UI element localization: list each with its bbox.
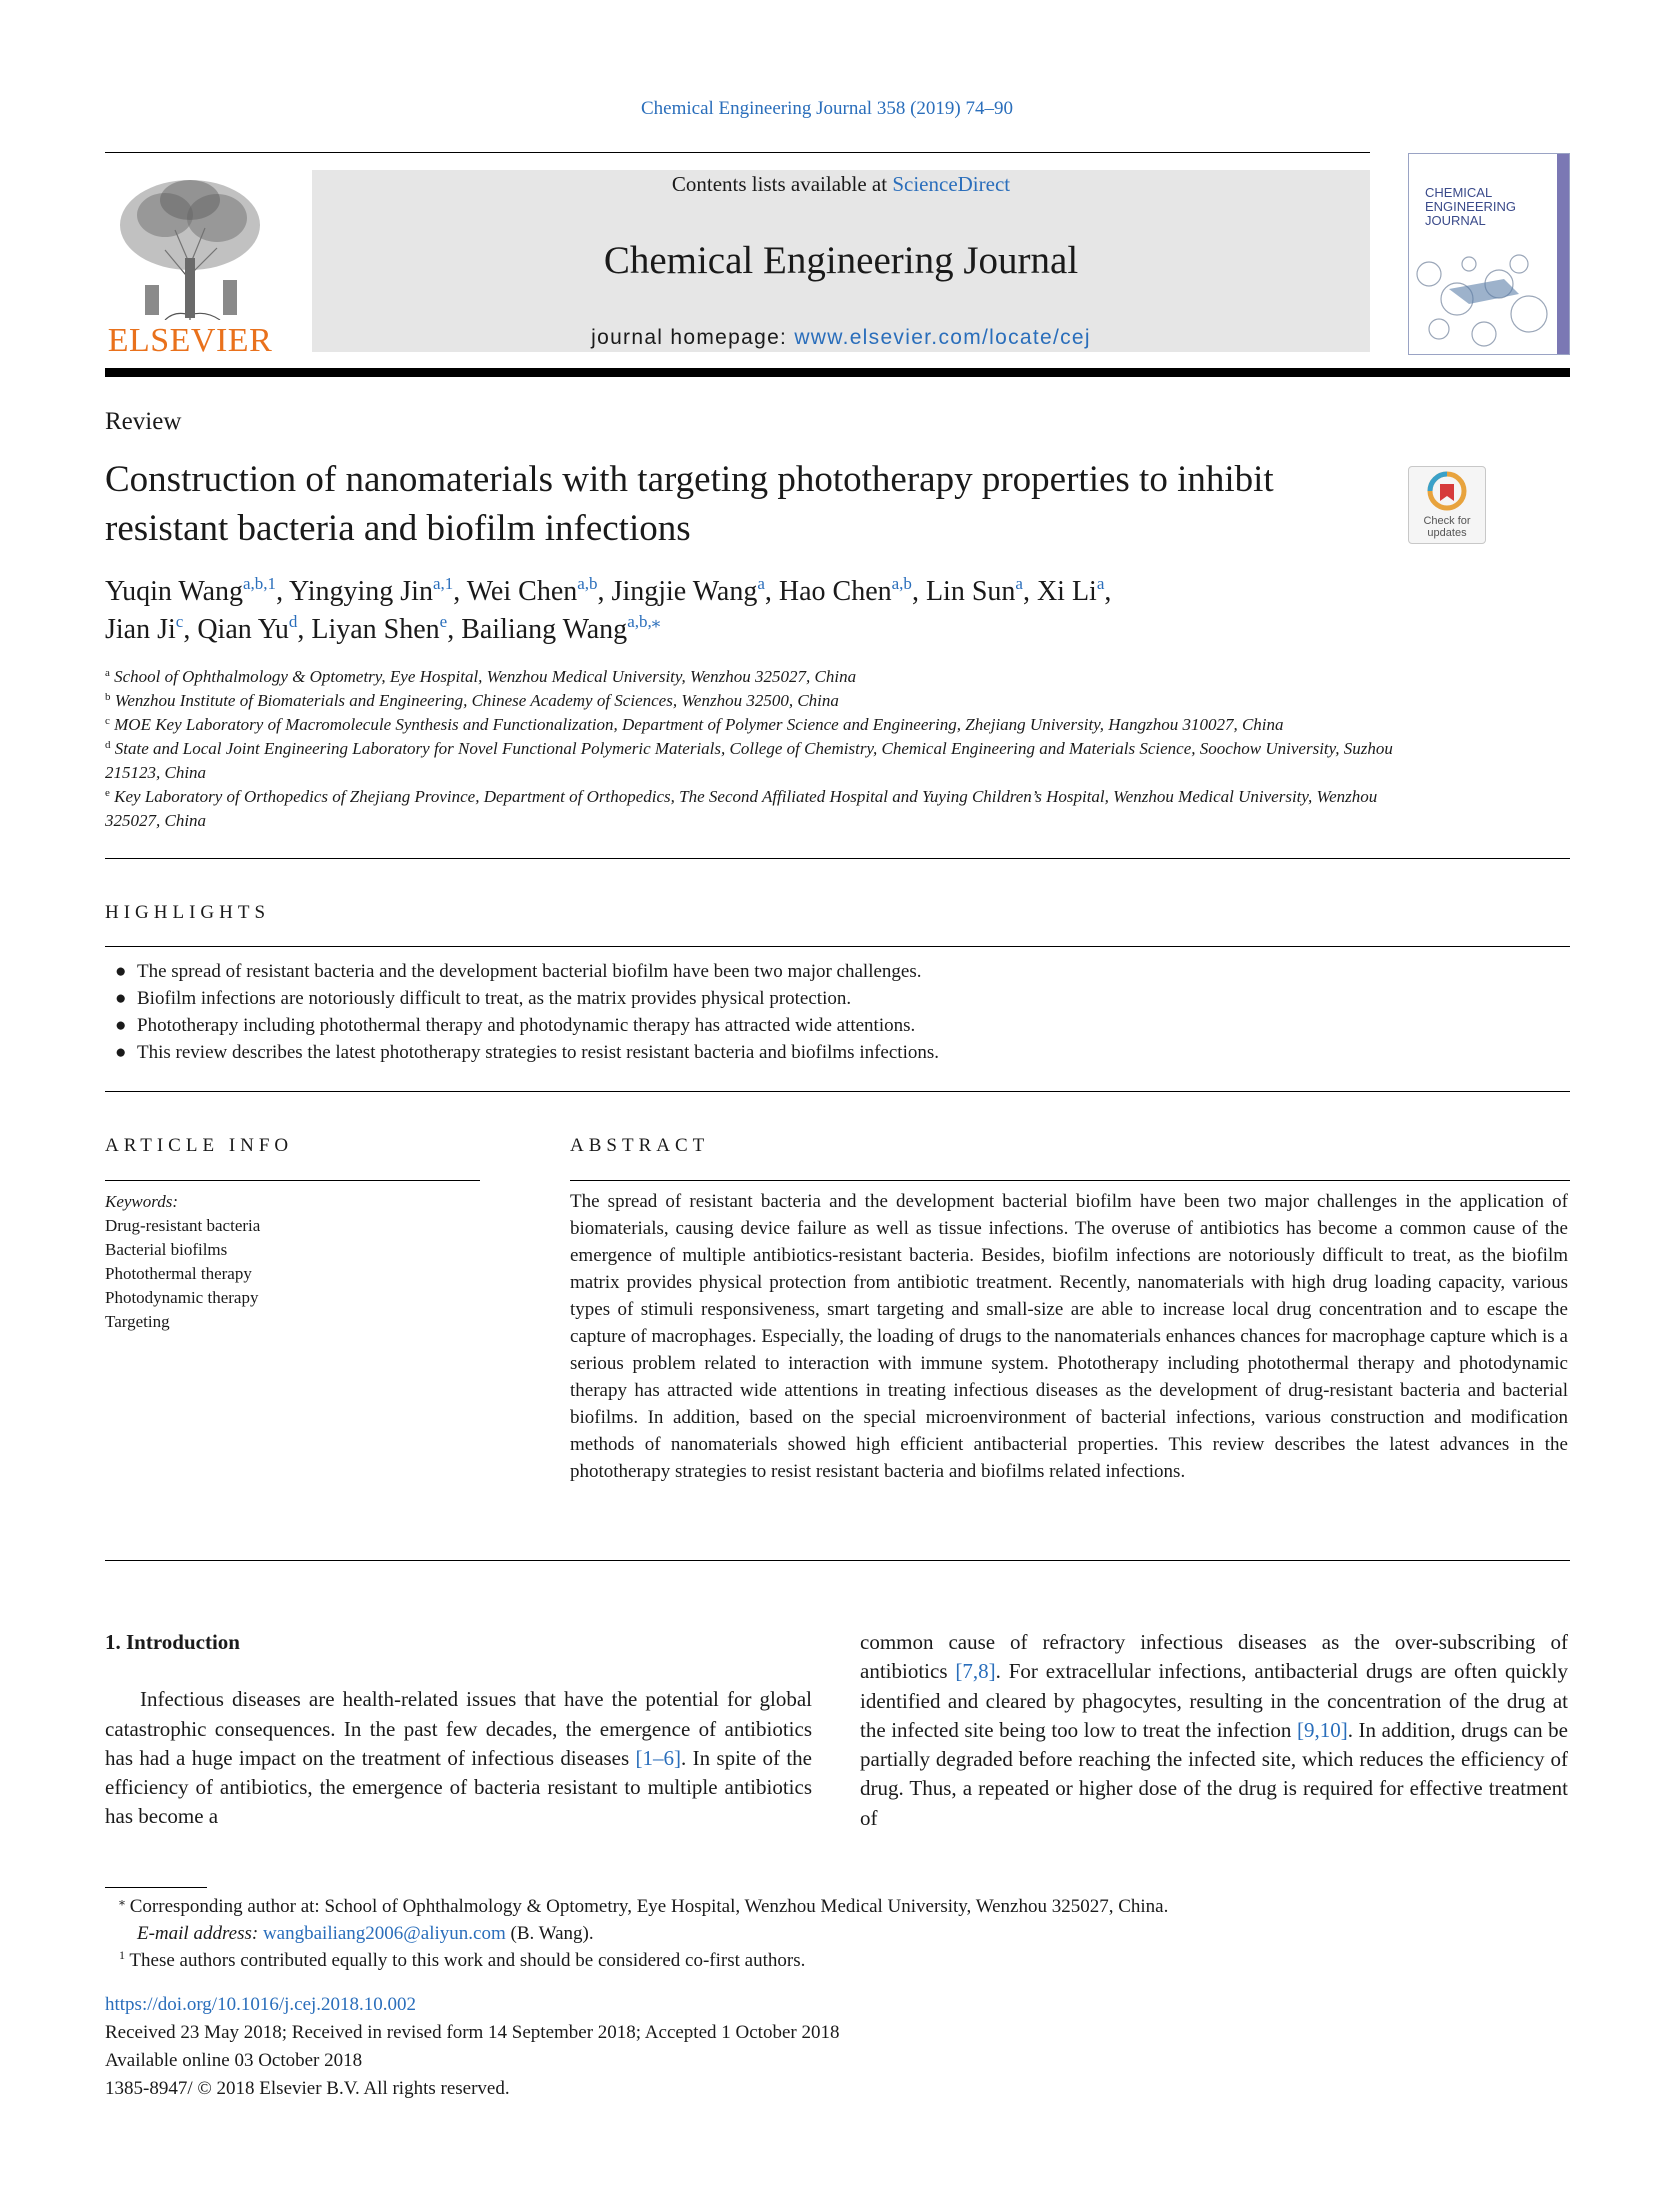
bullet-icon: ● bbox=[115, 1015, 127, 1036]
check-updates-icon bbox=[1409, 467, 1485, 515]
cover-artwork bbox=[1409, 244, 1557, 354]
author-sep: , bbox=[276, 576, 290, 607]
contents-prefix: Contents lists available at bbox=[671, 172, 893, 196]
author-sep: , bbox=[1104, 576, 1112, 607]
journal-cover-thumbnail[interactable] bbox=[1408, 153, 1570, 355]
author-name: Jian Ji bbox=[105, 614, 176, 645]
highlight-item bbox=[105, 1012, 1570, 1039]
author[interactable] bbox=[779, 576, 926, 607]
author[interactable] bbox=[467, 576, 612, 607]
author-name: Yuqin Wang bbox=[105, 576, 244, 607]
doi-link[interactable]: https://doi.org/10.1016/j.cej.2018.10.002 bbox=[105, 1994, 417, 2015]
intro-paragraph bbox=[105, 1685, 812, 1831]
citation-link[interactable]: [9,10] bbox=[1296, 1717, 1348, 1742]
author-sep: , bbox=[453, 576, 467, 607]
divider bbox=[105, 1180, 480, 1181]
email-suffix: (B. Wang). bbox=[505, 1923, 594, 1944]
divider bbox=[570, 1180, 1570, 1181]
cover-title-line: ENGINEERING bbox=[1425, 199, 1517, 214]
keyword: Targeting bbox=[105, 1312, 170, 1331]
article-title: Construction of nanomaterials with targeting phototherapy properties to inhibit resistant bacteria and biofilm infections bbox=[105, 459, 1274, 549]
email-label: E-mail address: bbox=[137, 1923, 263, 1944]
author-name: Hao Chen bbox=[778, 576, 892, 607]
affiliation-text: State and Local Joint Engineering Laboratory for Novel Functional Polymeric Materials, College of Chemistry, Chemical Engineering and Materials Science, Soochow University, Suzhou 215123, China bbox=[105, 739, 1393, 782]
intro-text: . In addition, drugs can be partially degraded before reaching the infected site, which reduces the efficiency of drug. Thus, a repeated or higher dose of the drug is required for effective treatment of bbox=[860, 1717, 1568, 1830]
author-affil-sup[interactable]: a bbox=[1096, 574, 1105, 593]
author-sep: , bbox=[1022, 576, 1037, 607]
cover-title-line: JOURNAL bbox=[1425, 213, 1486, 228]
author-affil-sup[interactable]: c bbox=[175, 612, 184, 631]
header-rule bbox=[105, 152, 1370, 153]
intro-text: common cause of refractory infectious diseases as the over-subscribing of antibiotics bbox=[860, 1630, 1568, 1684]
corresponding-text: Corresponding author at: School of Ophthalmology & Optometry, Eye Hospital, Wenzhou Medical University, Wenzhou 325027, China. bbox=[129, 1896, 1169, 1917]
affiliation bbox=[105, 689, 1405, 713]
cofirst-footnote bbox=[105, 1947, 1570, 1974]
divider bbox=[105, 1560, 1570, 1561]
author-sep: , bbox=[183, 614, 198, 645]
footnote-rule bbox=[105, 1887, 207, 1888]
header-thick-rule bbox=[105, 368, 1570, 377]
author-name: Liyan Shen bbox=[311, 614, 440, 645]
abstract-text: The spread of resistant bacteria and the development bacterial biofilm have been two major challenges in the application of biomaterials, causing device failure as well as tissue infections. The overuse of antibiotics has become a common cause of the emergence of multiple antibiotics-resistant bacteria. Besides, biofilm infections are notoriously difficult to treat, as the biofilm matrix provides physical protection from antibiotic treatment. Recently, nanomaterials with high drug loading capacity, various types of stimuli responsiveness, smart targeting and small-size are able to increase local drug concentration and to escape the capture of macrophages. Especially, the loading of drugs to the nanomaterials enhances chances for macrophage capture which is a serious problem related to interaction with immune system. Phototherapy including photothermal therapy and photodynamic therapy has attracted wide attentions in treating infectious diseases as the development of drug-resistant bacteria and bacterial biofilms. In addition, based on the special microenvironment of bacterial infections, various construction and modification methods of nanomaterials showed high efficient antibacterial properties. This review describes the latest advances in the phototherapy strategies to resist resistant bacteria and biofilms related infections. bbox=[570, 1191, 1568, 1482]
received-dates: Received 23 May 2018; Received in revised form 14 September 2018; Accepted 1 October 2018 bbox=[105, 2022, 840, 2043]
bullet-icon: ● bbox=[115, 961, 127, 982]
author-affil-sup[interactable]: a,b bbox=[891, 574, 912, 593]
citation-link[interactable]: [7,8] bbox=[955, 1659, 996, 1684]
journal-homepage bbox=[312, 326, 1370, 350]
journal-citation[interactable]: Chemical Engineering Journal 358 (2019) 74–90 bbox=[640, 98, 1013, 119]
intro-right-column bbox=[860, 1628, 1568, 1833]
highlight-text: Biofilm infections are notoriously difficult to treat, as the matrix provides physical protection. bbox=[137, 988, 852, 1009]
author-sep: , bbox=[911, 576, 926, 607]
cofirst-text: These authors contributed equally to this work and should be considered co-first authors. bbox=[129, 1950, 806, 1971]
corresponding-footnote bbox=[105, 1893, 1570, 1920]
highlights-list bbox=[105, 958, 1570, 1066]
affiliation bbox=[105, 713, 1405, 737]
author-affil-sup[interactable]: a,b bbox=[577, 574, 598, 593]
cover-title-line: CHEMICAL bbox=[1425, 185, 1493, 200]
sciencedirect-link[interactable]: ScienceDirect bbox=[892, 172, 1011, 196]
intro-text: . For extracellular infections, antibacterial drugs are often quickly identified and cleared by phagocytes, resulting in the concentration of the drug at the infected site being too low to treat the infection bbox=[860, 1659, 1568, 1742]
highlight-text: Phototherapy including photothermal therapy and photodynamic therapy has attracted wide attentions. bbox=[137, 1015, 916, 1036]
check-updates-line: Check for bbox=[1423, 515, 1471, 527]
affiliation-mark: d bbox=[105, 739, 111, 751]
bullet-icon: ● bbox=[115, 988, 127, 1009]
intro-heading: 1. Introduction bbox=[105, 1630, 240, 1654]
available-online: Available online 03 October 2018 bbox=[105, 2050, 363, 2071]
affiliation-list bbox=[105, 665, 1405, 833]
affiliation-mark: c bbox=[105, 715, 110, 727]
author[interactable] bbox=[197, 614, 311, 645]
author-name: Lin Sun bbox=[925, 576, 1016, 607]
author-sep: , bbox=[297, 614, 312, 645]
check-for-updates-badge[interactable] bbox=[1408, 466, 1486, 544]
author-line bbox=[105, 573, 1405, 611]
cover-title bbox=[1425, 186, 1516, 228]
highlight-item bbox=[105, 1039, 1570, 1066]
affiliation-mark: e bbox=[105, 787, 110, 799]
citation-link[interactable]: [1–6] bbox=[635, 1745, 682, 1770]
author-affil-sup[interactable]: a,1 bbox=[432, 574, 454, 593]
keyword: Drug-resistant bacteria bbox=[105, 1216, 261, 1235]
article-info-heading: ARTICLE INFO bbox=[105, 1135, 294, 1156]
keyword: Bacterial biofilms bbox=[105, 1240, 228, 1259]
author[interactable] bbox=[105, 576, 289, 607]
author-name: Jingjie Wang bbox=[611, 576, 758, 607]
intro-left-column bbox=[105, 1628, 812, 1832]
author-affil-sup[interactable]: e bbox=[439, 612, 448, 631]
highlights-heading: HIGHLIGHTS bbox=[105, 902, 271, 923]
highlight-text: This review describes the latest phototherapy strategies to resist resistant bacteria and biofilms infections. bbox=[137, 1042, 939, 1063]
author[interactable] bbox=[461, 614, 660, 645]
abstract-heading: ABSTRACT bbox=[570, 1135, 710, 1156]
email-footnote bbox=[105, 1920, 1570, 1947]
author[interactable] bbox=[612, 576, 779, 607]
divider bbox=[105, 1091, 1570, 1092]
publication-info bbox=[105, 1991, 1570, 2103]
intro-text: . In spite of the efficiency of antibiotics, the emergence of bacteria resistant to multiple antibiotics has become a bbox=[105, 1745, 812, 1829]
email-link[interactable]: wangbailiang2006@aliyun.com bbox=[262, 1923, 506, 1944]
affiliation-mark: a bbox=[105, 667, 110, 679]
author[interactable] bbox=[1037, 576, 1111, 607]
divider bbox=[105, 858, 1570, 859]
affiliation bbox=[105, 665, 1405, 689]
intro-paragraph bbox=[860, 1628, 1568, 1833]
affiliation bbox=[105, 785, 1405, 833]
keyword: Photothermal therapy bbox=[105, 1264, 252, 1283]
author-name: Qian Yu bbox=[197, 614, 289, 645]
affiliation-text: Wenzhou Institute of Biomaterials and Engineering, Chinese Academy of Sciences, Wenzhou 32500, China bbox=[114, 691, 839, 710]
author-name: Wei Chen bbox=[466, 576, 578, 607]
highlight-text: The spread of resistant bacteria and the development bacterial biofilm have been two major challenges. bbox=[137, 961, 922, 982]
author-name: Yingying Jin bbox=[289, 576, 433, 607]
author-name: Xi Li bbox=[1036, 576, 1097, 607]
author-list bbox=[105, 573, 1405, 649]
homepage-prefix: journal homepage: bbox=[591, 326, 795, 349]
journal-name: Chemical Engineering Journal bbox=[603, 239, 1079, 282]
affiliation-text: School of Ophthalmology & Optometry, Eye Hospital, Wenzhou Medical University, Wenzhou 325027, China bbox=[114, 667, 857, 686]
keyword: Photodynamic therapy bbox=[105, 1288, 259, 1307]
footnote-mark: 1 bbox=[119, 1948, 125, 1962]
keywords-label: Keywords: bbox=[105, 1192, 179, 1211]
affiliation-text: Key Laboratory of Orthopedics of Zhejiang Province, Department of Orthopedics, The Second Affiliated Hospital and Yuying Children’s Hospital, Wenzhou Medical University, Wenzhou 325027, China bbox=[105, 787, 1378, 830]
footnote-mark: ⁎ bbox=[119, 1894, 125, 1908]
article-type: Review bbox=[105, 408, 182, 435]
check-updates-label bbox=[1409, 515, 1485, 539]
keywords-block bbox=[105, 1190, 485, 1334]
author-affil-sup[interactable]: d bbox=[288, 612, 298, 631]
author-sep: , bbox=[447, 614, 462, 645]
author-affil-sup[interactable]: a,b,⁎ bbox=[627, 612, 661, 631]
intro-text: Infectious diseases are health-related issues that have the potential for global catastrophic consequences. In the past few decades, the emergence of antibiotics has had a huge impact on the treatment of infectious diseases bbox=[105, 1687, 812, 1770]
author[interactable] bbox=[105, 614, 197, 645]
check-updates-line: updates bbox=[1427, 527, 1467, 539]
author-name: Bailiang Wang bbox=[461, 614, 628, 645]
affiliation bbox=[105, 737, 1405, 785]
highlight-item bbox=[105, 958, 1570, 985]
highlight-item bbox=[105, 985, 1570, 1012]
author-sep: , bbox=[764, 576, 779, 607]
author[interactable] bbox=[926, 576, 1037, 607]
affiliation-mark: b bbox=[105, 691, 111, 703]
author-sep: , bbox=[597, 576, 612, 607]
author[interactable] bbox=[289, 576, 467, 607]
author-affil-sup[interactable]: a bbox=[1015, 574, 1023, 593]
divider bbox=[105, 946, 1570, 947]
author-affil-sup[interactable]: a,b,1 bbox=[243, 574, 277, 593]
elsevier-wordmark: ELSEVIER bbox=[107, 322, 273, 359]
copyright: 1385-8947/ © 2018 Elsevier B.V. All rights reserved. bbox=[105, 2078, 510, 2099]
author-line bbox=[105, 611, 1405, 649]
cover-stripe bbox=[1557, 154, 1569, 354]
affiliation-text: MOE Key Laboratory of Macromolecule Synthesis and Functionalization, Department of Polymer Science and Engineering, Zhejiang University, Hangzhou 310027, China bbox=[114, 715, 1284, 734]
author[interactable] bbox=[311, 614, 461, 645]
bullet-icon: ● bbox=[115, 1042, 127, 1063]
contents-line bbox=[312, 172, 1370, 197]
homepage-link[interactable]: www.elsevier.com/locate/cej bbox=[794, 326, 1091, 349]
author-affil-sup[interactable]: a bbox=[757, 574, 765, 593]
footnotes bbox=[105, 1893, 1570, 1974]
